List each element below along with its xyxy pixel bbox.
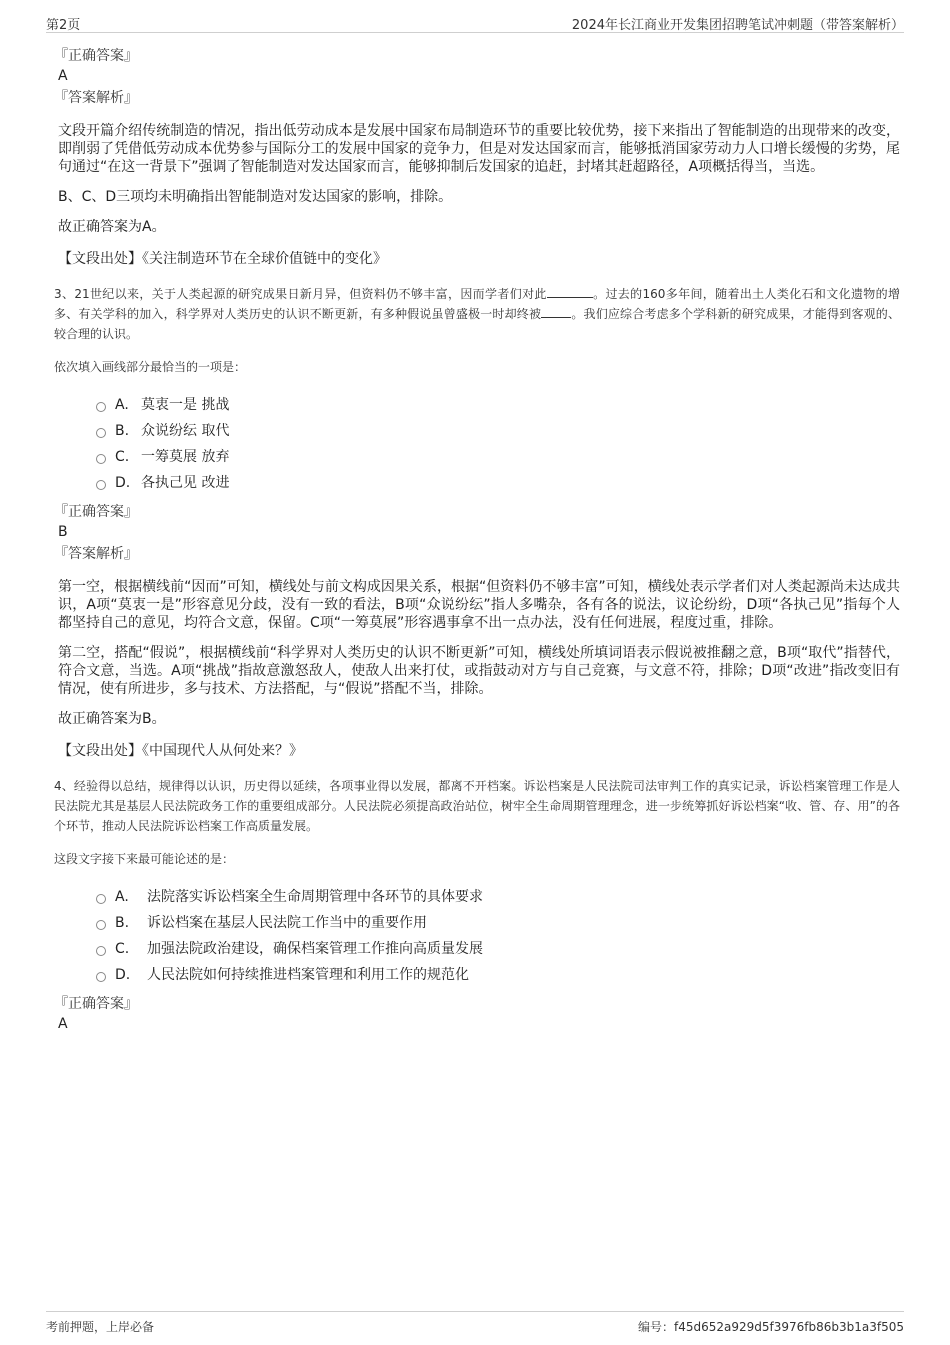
source-citation: 【文段出处】《关注制造环节在全球价值链中的变化》 bbox=[58, 251, 387, 267]
question-4-prompt: 这段文字接下来最可能论述的是： bbox=[54, 852, 235, 866]
question-3-prompt: 依次填入画线部分最恰当的一项是： bbox=[54, 360, 247, 374]
analysis-paragraph: 第二空，搭配“假说”，根据横线前“科学界对人类历史的认识不断更新”可知，横线处所填词语表示假说被推翻之意，B项“取代”指替代，符合文意，当选。A项“挑战”指故意激怒敌人，使敌人出来打仗，或指鼓动对方与自己竞赛，与文意不符，排除；D项“改进”指改变旧有情况，使有所进步，多与技术、方法搭配，与“假说”搭配不当，排除。 bbox=[58, 645, 900, 697]
question-3-stem: 3、21世纪以来，关于人类起源的研究成果日新月异，但资料仍不够丰富，因而学者们对此 。过去的160多年间，随着出土人类化石和文化遗物的增多、有关学科的加入，科学界对人类历史的认识不断更新，有多种假说虽曾盛极一时却终被 。我们应综合考虑多个学科新的研究成果，才能得到客观的、较合理的认识。 bbox=[54, 287, 900, 341]
question-4-stem: 4、经验得以总结，规律得以认识，历史得以延续，各项事业得以发展，都离不开档案。诉讼档案是人民法院司法审判工作的真实记录，诉讼档案管理工作是人民法院尤其是基层人民法院政务工作的重要组成部分。人民法院必须提高政治站位，树牢全生命周期管理理念，进一步统筹抓好诉讼档案“收、管、存、用”的各个环节，推动人民法院诉讼档案工作高质量发展。 bbox=[54, 779, 900, 833]
radio-icon[interactable] bbox=[96, 920, 106, 930]
document-title: 2024年长江商业开发集团招聘笔试冲刺题（带答案解析） bbox=[571, 18, 904, 33]
analysis-label: 『答案解析』 bbox=[54, 90, 138, 106]
option-c[interactable]: C. 加强法院政治建设，确保档案管理工作推向高质量发展 bbox=[96, 936, 900, 962]
option-d[interactable]: D. 各执己见 改进 bbox=[96, 470, 900, 496]
radio-icon[interactable] bbox=[96, 454, 106, 464]
option-a[interactable]: A. 法院落实诉讼档案全生命周期管理中各环节的具体要求 bbox=[96, 884, 900, 910]
radio-icon[interactable] bbox=[96, 428, 106, 438]
page-header bbox=[46, 12, 904, 33]
correct-answer-value: A bbox=[58, 1016, 68, 1032]
fill-blank bbox=[541, 305, 571, 318]
option-b[interactable]: B. 诉讼档案在基层人民法院工作当中的重要作用 bbox=[96, 910, 900, 936]
radio-icon[interactable] bbox=[96, 894, 106, 904]
correct-answer-label: 『正确答案』 bbox=[54, 48, 138, 64]
correct-answer-value: A bbox=[58, 68, 68, 84]
analysis-paragraph: 故正确答案为A。 bbox=[58, 219, 166, 235]
radio-icon[interactable] bbox=[96, 402, 106, 412]
correct-answer-value: B bbox=[58, 524, 68, 540]
analysis-label: 『答案解析』 bbox=[54, 546, 138, 562]
analysis-paragraph: B、C、D三项均未明确指出智能制造对发达国家的影响，排除。 bbox=[58, 189, 453, 205]
question-4-options bbox=[96, 884, 900, 988]
fill-blank bbox=[547, 285, 593, 298]
radio-icon[interactable] bbox=[96, 946, 106, 956]
analysis-paragraph: 故正确答案为B。 bbox=[58, 711, 166, 727]
radio-icon[interactable] bbox=[96, 480, 106, 490]
option-a[interactable]: A. 莫衷一是 挑战 bbox=[96, 392, 900, 418]
question-3-options bbox=[96, 392, 900, 496]
option-c[interactable]: C. 一筹莫展 放弃 bbox=[96, 444, 900, 470]
page-content bbox=[54, 46, 900, 1036]
page-number: 第2页 bbox=[46, 18, 81, 33]
correct-answer-label: 『正确答案』 bbox=[54, 504, 138, 520]
radio-icon[interactable] bbox=[96, 972, 106, 982]
source-citation: 【文段出处】《中国现代人从何处来？》 bbox=[58, 743, 303, 759]
option-d[interactable]: D. 人民法院如何持续推进档案管理和利用工作的规范化 bbox=[96, 962, 900, 988]
correct-answer-label: 『正确答案』 bbox=[54, 996, 138, 1012]
analysis-paragraph: 第一空，根据横线前“因而”可知，横线处与前文构成因果关系，根据“但资料仍不够丰富”可知，横线处表示学者们对人类起源尚未达成共识，A项“莫衷一是”形容意见分歧，没有一致的看法，B项“众说纷纭”指人多嘴杂，各有各的说法，议论纷纷，D项“各执己见”指每个人都坚持自己的意见，均符合文意，保留。C项“一筹莫展”形容遇事拿不出一点办法，没有任何进展，程度过重，排除。 bbox=[58, 579, 900, 631]
analysis-paragraph: 文段开篇介绍传统制造的情况，指出低劳动成本是发展中国家布局制造环节的重要比较优势，接下来指出了智能制造的出现带来的改变，即削弱了凭借低劳动成本优势参与国际分工的发展中国家的竞争力，但是对发达国家而言，能够抵消国家劳动力人口增长缓慢的劣势，尾句通过“在这一背景下”强调了智能制造对发达国家而言，能够抑制后发国家的追赶，封堵其赶超路径，A项概括得当，当选。 bbox=[58, 123, 900, 175]
page-footer bbox=[46, 1311, 904, 1338]
option-b[interactable]: B. 众说纷纭 取代 bbox=[96, 418, 900, 444]
footer-slogan: 考前押题，上岸必备 bbox=[46, 1320, 155, 1334]
document-id: 编号：f45d652a929d5f3976fb86b3b1a3f505 bbox=[637, 1320, 904, 1334]
